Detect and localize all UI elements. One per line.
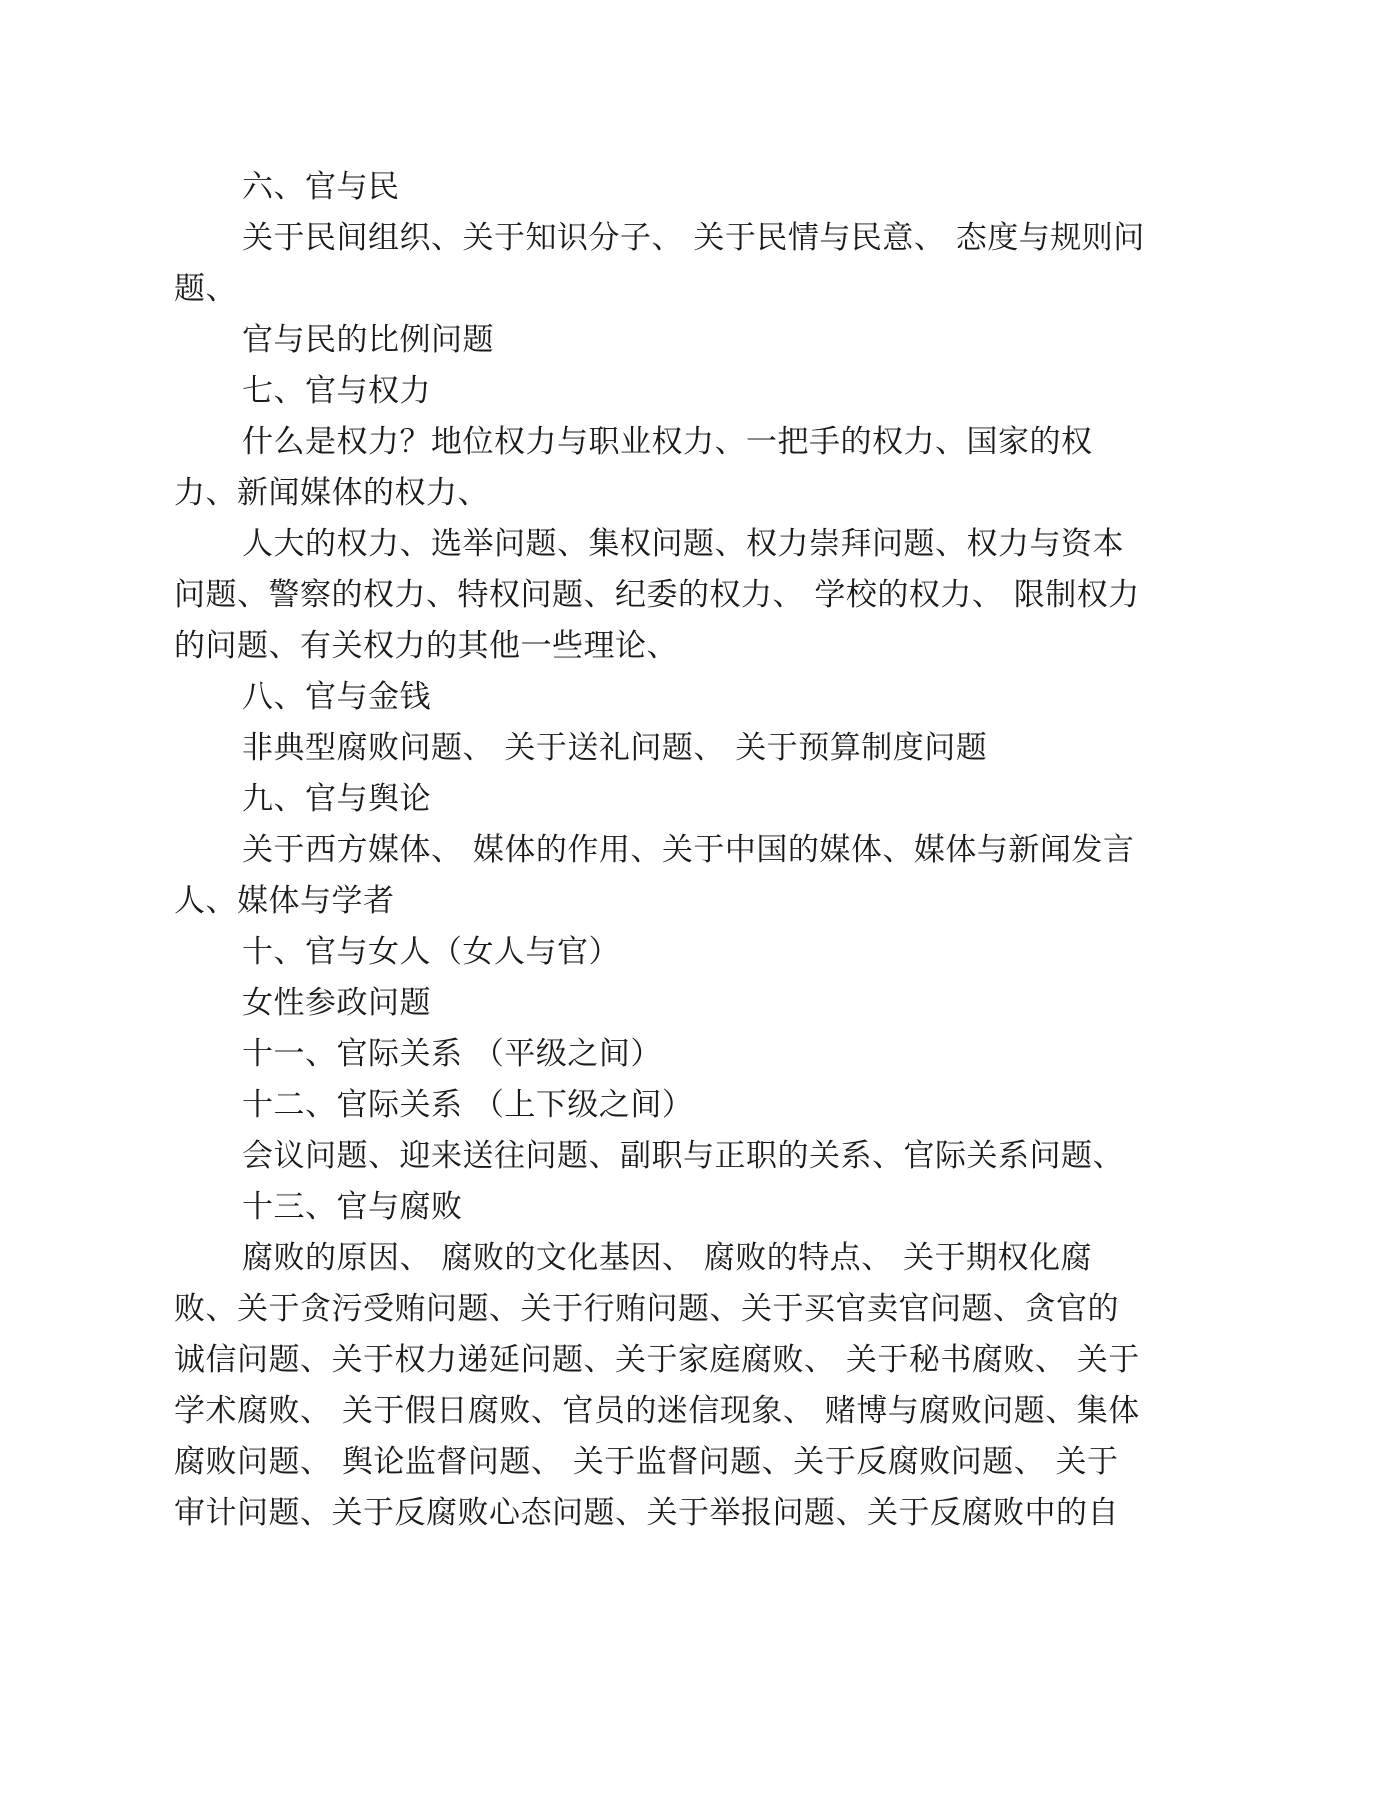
text-line: 诚信问题、关于权力递延问题、关于家庭腐败、 关于秘书腐败、 关于: [174, 1342, 1140, 1378]
text-line: 什么是权力？地位权力与职业权力、一把手的权力、国家的权: [242, 424, 1093, 460]
text-line: 七、官与权力: [242, 373, 431, 409]
text-line: 关于民间组织、关于知识分子、 关于民情与民意、 态度与规则问: [242, 220, 1145, 256]
text-line: 腐败的原因、 腐败的文化基因、 腐败的特点、 关于期权化腐: [242, 1240, 1093, 1276]
text-line: 关于西方媒体、 媒体的作用、关于中国的媒体、媒体与新闻发言: [242, 832, 1135, 868]
text-line: 腐败问题、 舆论监督问题、 关于监督问题、关于反腐败问题、 关于: [174, 1444, 1119, 1480]
text-line: 问题、警察的权力、特权问题、纪委的权力、 学校的权力、 限制权力: [174, 577, 1140, 613]
text-line: 六、官与民: [242, 169, 400, 205]
document-page: [174, 162, 1214, 1539]
text-line: 的问题、有关权力的其他一些理论、: [174, 628, 678, 664]
text-line: 人大的权力、选举问题、集权问题、权力崇拜问题、权力与资本: [242, 526, 1124, 562]
text-line: 审计问题、关于反腐败心态问题、关于举报问题、关于反腐败中的自: [174, 1495, 1119, 1531]
text-line: 力、新闻媒体的权力、: [174, 475, 489, 511]
text-line: 非典型腐败问题、 关于送礼问题、 关于预算制度问题: [242, 730, 988, 766]
text-line: 十、官与女人（女人与官）: [242, 934, 620, 970]
text-line: 八、官与金钱: [242, 679, 431, 715]
text-line: 十二、官际关系 （上下级之间）: [242, 1087, 694, 1123]
text-line: 十一、官际关系 （平级之间）: [242, 1036, 662, 1072]
text-line: 九、官与舆论: [242, 781, 431, 817]
text-line: 十三、官与腐败: [242, 1189, 463, 1225]
text-line: 人、媒体与学者: [174, 883, 395, 919]
text-line: 题、: [174, 271, 237, 307]
text-line: 败、关于贪污受贿问题、关于行贿问题、关于买官卖官问题、贪官的: [174, 1291, 1119, 1327]
text-line: 会议问题、迎来送往问题、副职与正职的关系、官际关系问题、: [242, 1138, 1124, 1174]
text-line: 官与民的比例问题: [242, 322, 494, 358]
text-line: 女性参政问题: [242, 985, 431, 1021]
text-line: 学术腐败、 关于假日腐败、官员的迷信现象、 赌博与腐败问题、集体: [174, 1393, 1140, 1429]
